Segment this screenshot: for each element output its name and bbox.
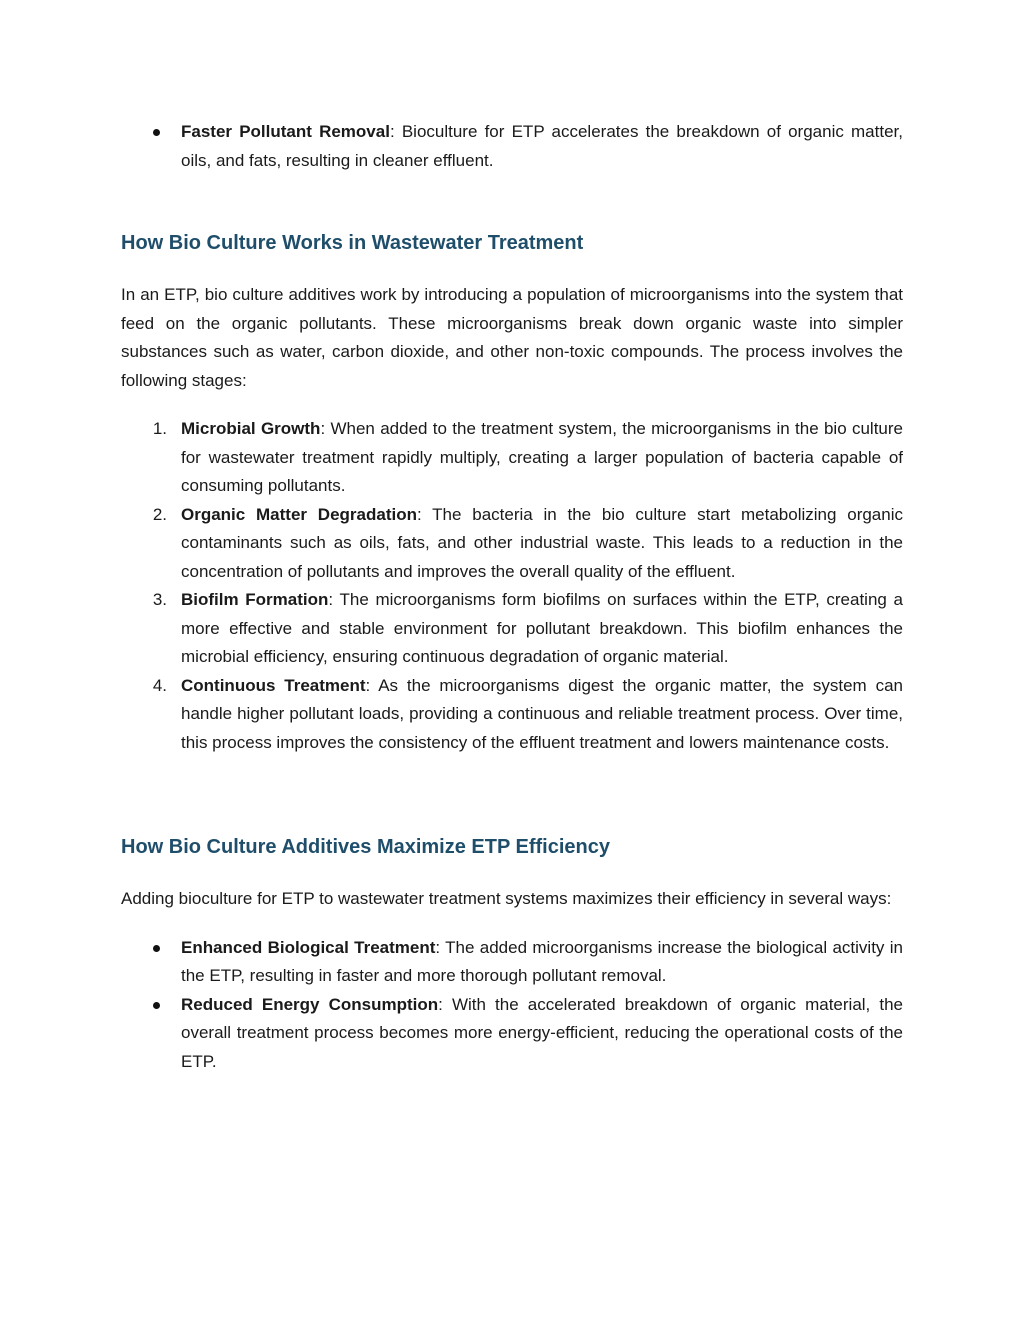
list-item [121,118,903,175]
step-number: 3. [152,590,167,609]
bullet-term: Reduced Energy Consumption [181,994,439,1014]
bullet-list [121,934,903,1077]
bullet-icon [153,945,160,952]
section-heading: How Bio Culture Additives Maximize ETP Efficiency [121,836,610,858]
section-heading: How Bio Culture Works in Wastewater Treatment [121,232,584,254]
numbered-step-list [121,415,903,757]
step-number: 4. [152,675,167,695]
step-number: 1. [152,419,167,438]
bullet-icon [153,129,160,136]
step-text: : The microorganisms form biofilms on surfaces within the ETP, creating a more effective and stable environment for pollutant breakdown. This biofilm enhances the microbial efficiency, ensuring continuous degradation of organic material. [181,590,903,666]
list-item [121,991,903,1077]
document-page [121,118,903,1076]
list-item [121,586,903,672]
step-text: : As the microorganisms digest the organic matter, the system can handle higher pollutant loads, providing a continuous and reliable treatment process. Over time, this process improves the consistency of the effluent treatment and lowers maintenance costs. [181,675,903,752]
bullet-term: Faster Pollutant Removal [181,122,390,141]
bullet-term: Enhanced Biological Treatment [181,937,436,957]
step-term: Organic Matter Degradation [181,504,417,524]
list-item [121,501,903,587]
list-item [121,934,903,991]
bullet-text: : Bioculture for ETP accelerates the breakdown of organic matter, oils, and fats, resulting in cleaner effluent. [181,122,903,170]
step-text: : When added to the treatment system, the microorganisms in the bio culture for wastewater treatment rapidly multiply, creating a larger population of bacteria capable of consuming pollutants. [181,419,903,495]
step-term: Microbial Growth [181,419,321,438]
section-paragraph: Adding bioculture for ETP to wastewater treatment systems maximizes their efficiency in several ways: [121,889,892,908]
step-text: : The bacteria in the bio culture start metabolizing organic contaminants such as oils, fats, and other industrial waste. This leads to a reduction in the concentration of pollutants and improves the overall quality of the effluent. [181,504,903,581]
bullet-text: : With the accelerated breakdown of organic material, the overall treatment process becomes more energy-efficient, reducing the operational costs of the ETP. [181,994,903,1071]
bullet-icon [153,1002,160,1009]
section-paragraph: In an ETP, bio culture additives work by introducing a population of microorganisms into the system that feed on the organic pollutants. These microorganisms break down organic waste into simpler substances such as water, carbon dioxide, and other non-toxic compounds. The process involves the following stages: [121,285,903,390]
bullet-text: : The added microorganisms increase the biological activity in the ETP, resulting in faster and more thorough pollutant removal. [181,937,903,985]
step-term: Biofilm Formation [181,590,329,609]
intro-bullet-list [121,118,903,175]
step-term: Continuous Treatment [181,675,366,695]
list-item [121,415,903,501]
step-number: 2. [152,504,167,524]
list-item [121,672,903,758]
